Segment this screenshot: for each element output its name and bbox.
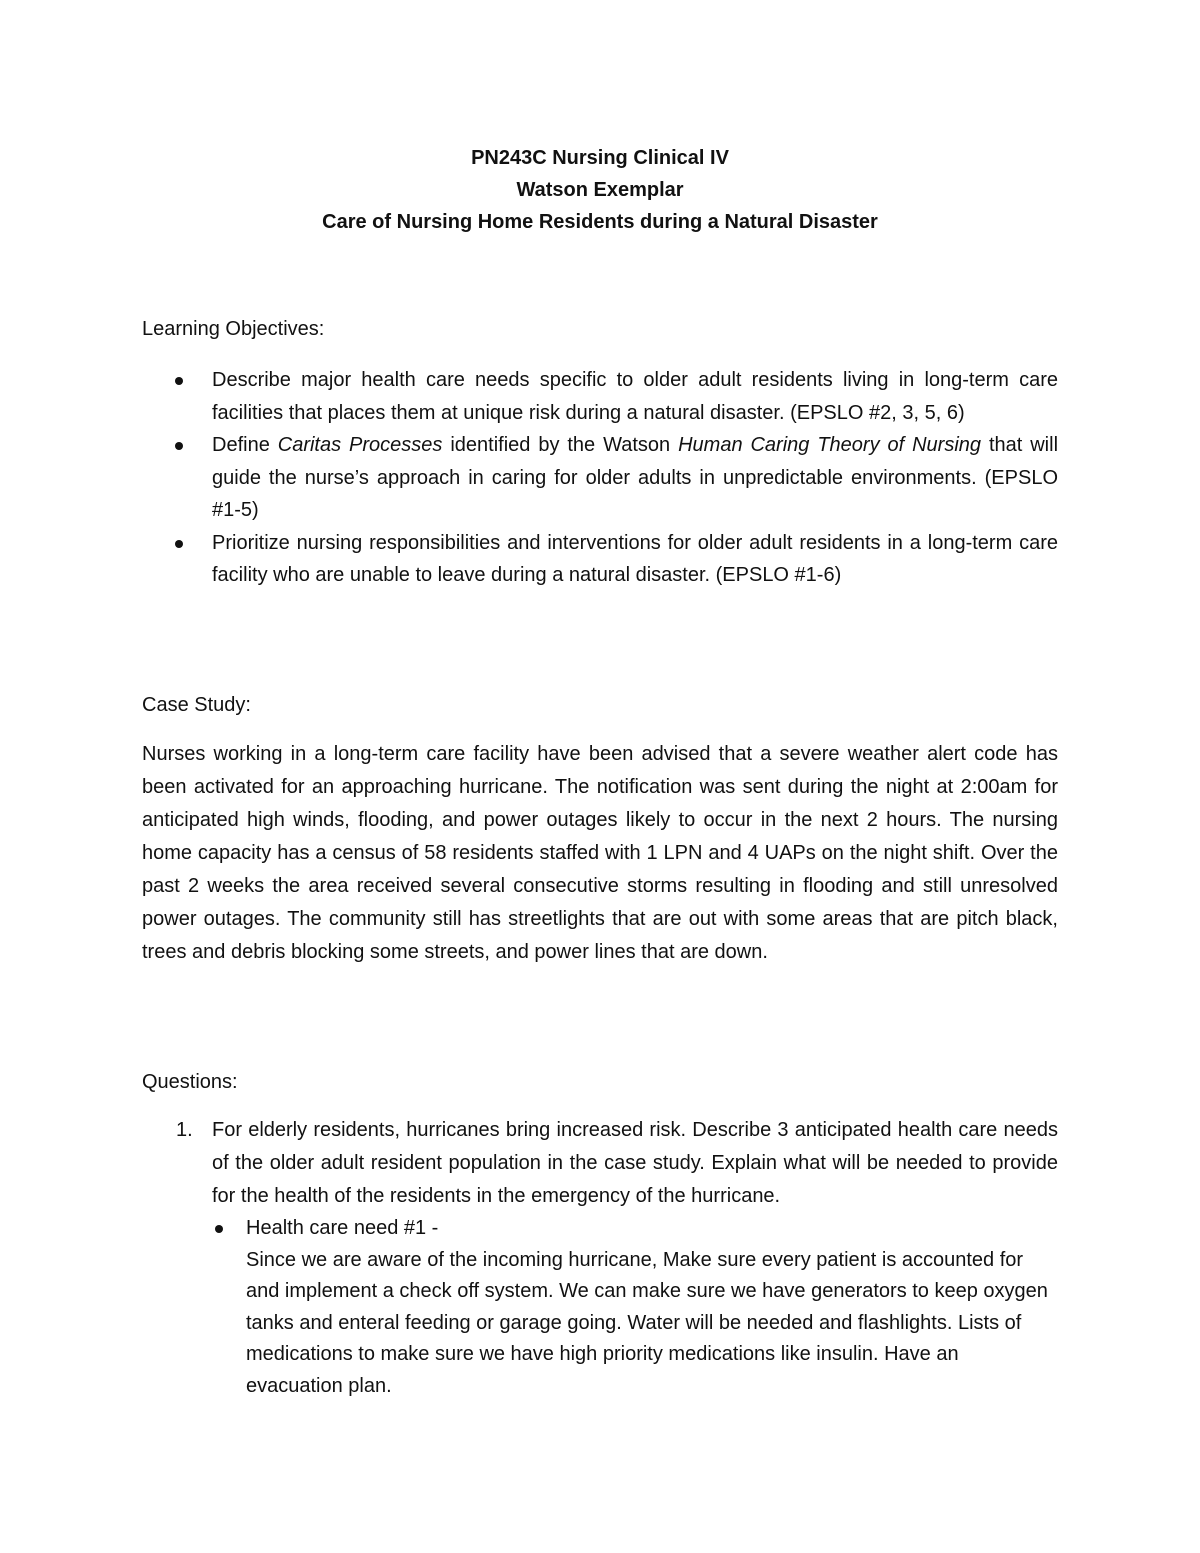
bullet-icon	[175, 377, 183, 385]
question-item	[142, 1114, 1058, 1213]
objective-text-end: that will guide the nurse’s approach in caring for older adults in unpredictable environments. (EPSLO #1-5)	[212, 434, 1059, 521]
health-care-need-label: Health care need #1 -	[246, 1217, 439, 1239]
exemplar-title: Watson Exemplar	[516, 179, 684, 201]
course-title: PN243C Nursing Clinical IV	[471, 147, 729, 169]
questions-list	[142, 1114, 1058, 1402]
objective-item	[142, 364, 1058, 429]
learning-objectives-heading: Learning Objectives:	[142, 318, 325, 340]
case-study-heading: Case Study:	[142, 694, 251, 716]
case-study-paragraph: Nurses working in a long-term care facility have been advised that a severe weather alert code has been activated for an approaching hurricane. The notification was sent during the night at 2:00am for anticipated high winds, flooding, and power outages likely to occur in the next 2 hours. The nursing home capacity has a census of 58 residents staffed with 1 LPN and 4 UAPs on the night shift. Over the past 2 weeks the area received several consecutive storms resulting in flooding and still unresolved power outages. The community still has streetlights that are out with some areas that are pitch black, trees and debris blocking some streets, and power lines that are down.	[142, 743, 1058, 963]
learning-objectives-list	[142, 364, 1058, 592]
health-care-need-item	[212, 1213, 1058, 1402]
health-care-needs-list	[212, 1213, 1058, 1402]
health-care-need-answer[interactable]: Since we are aware of the incoming hurricane, Make sure every patient is accounted for and implement a check off system. We can make sure we have generators to keep oxygen tanks and enteral feeding or garage going. Water will be needed and flashlights. Lists of medications to make sure we have high priority medications like insulin. Have an evacuation plan.	[246, 1248, 1048, 1397]
bullet-icon	[175, 540, 183, 548]
objective-text: Describe major health care needs specific to older adult residents living in long-term care facilities that places them at unique risk during a natural disaster. (EPSLO #2, 3, 5, 6)	[212, 369, 1058, 424]
questions-heading: Questions:	[142, 1071, 238, 1093]
topic-title: Care of Nursing Home Residents during a Natural Disaster	[322, 211, 878, 233]
caritas-processes-term: Caritas Processes	[277, 434, 443, 456]
objective-item	[142, 429, 1058, 527]
objective-text-start: Define	[212, 434, 278, 456]
objective-text-middle: identified by the Watson	[442, 434, 679, 456]
bullet-icon	[175, 442, 183, 450]
document-title-block	[0, 142, 1200, 238]
question-number: 1.	[176, 1119, 193, 1141]
objective-item	[142, 527, 1058, 592]
question-text: For elderly residents, hurricanes bring increased risk. Describe 3 anticipated health care needs of the older adult resident population in the case study. Explain what will be needed to provide for the health of the residents in the emergency of the hurricane.	[212, 1119, 1058, 1207]
bullet-icon	[215, 1225, 223, 1233]
human-caring-theory-term: Human Caring Theory of Nursing	[678, 434, 982, 456]
objective-text: Prioritize nursing responsibilities and interventions for older adult residents in a long-term care facility who are unable to leave during a natural disaster. (EPSLO #1-6)	[212, 531, 1058, 586]
